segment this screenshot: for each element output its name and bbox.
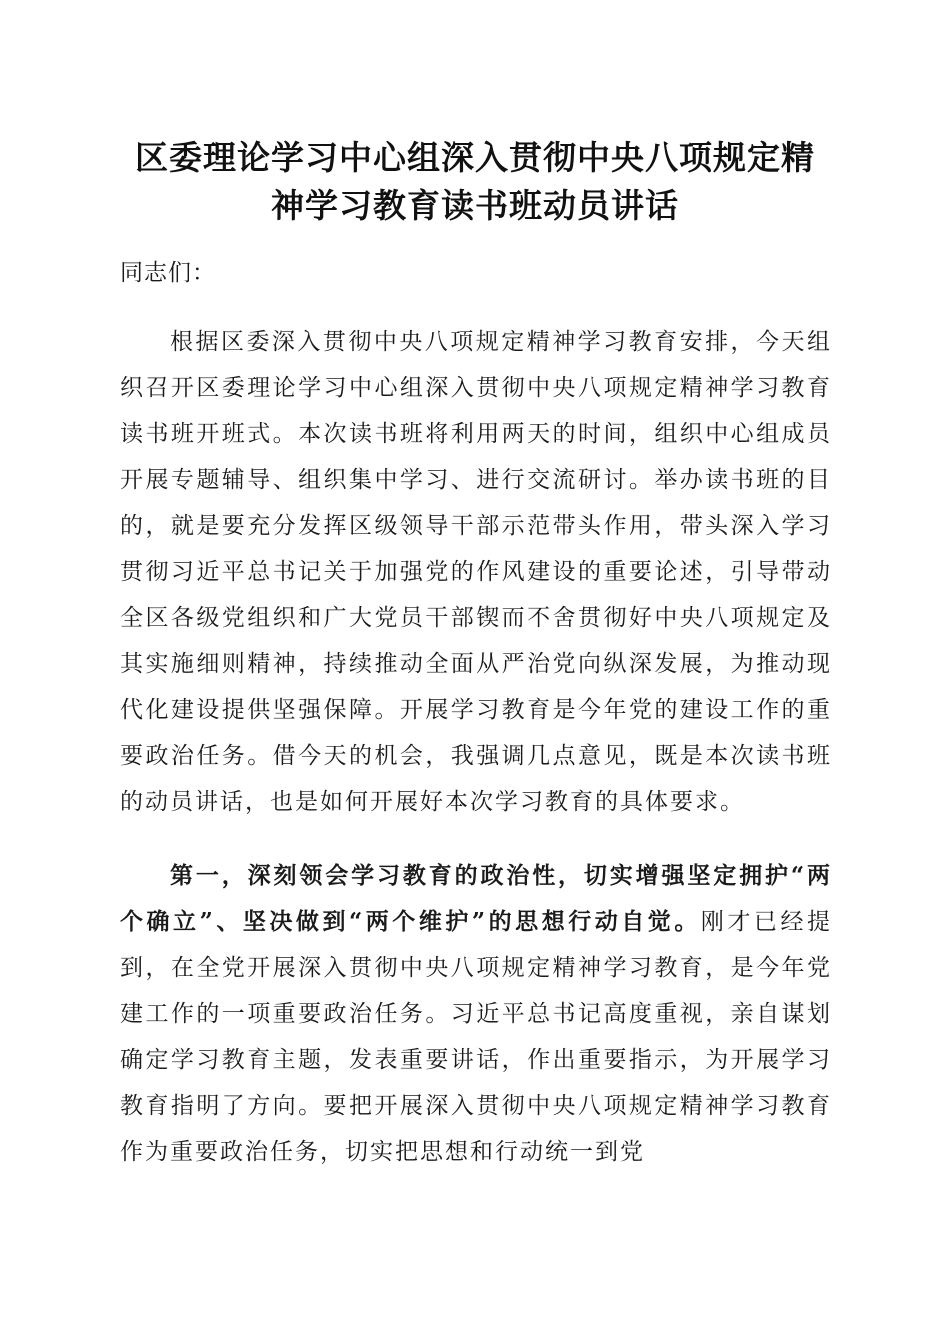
paragraph-first-point-heading: 第一，深刻领会学习教育的政治性，切实增强坚定拥护“两个确立”、坚决做到“两个维护”的思想行动自觉。 <box>120 862 832 935</box>
paragraph-first-point <box>120 853 832 1175</box>
document-title-line-1: 区委理论学习中心组深入贯彻中央八项规定精 <box>135 138 815 177</box>
paragraph-intro: 根据区委深入贯彻中央八项规定精神学习教育安排，今天组织召开区委理论学习中心组深入贯彻中央八项规定精神学习教育读书班开班式。本次读书班将利用两天的时间，组织中心组成员开展专题辅导、组织集中学习、进行交流研讨。举办读书班的目的，就是要充分发挥区级领导干部示范带头作用，带头深入学习贯彻习近平总书记关于加强党的作风建设的重要论述，引导带动全区各级党组织和广大党员干部锲而不舍贯彻好中央八项规定及其实施细则精神，持续推动全面从严治党向纵深发展，为推动现代化建设提供坚强保障。开展学习教育是今年党的建设工作的重要政治任务。借今天的机会，我强调几点意见，既是本次读书班的动员讲话，也是如何开展好本次学习教育的具体要求。 <box>120 329 832 815</box>
salutation: 同志们： <box>120 260 216 286</box>
paragraph-first-point-body: 刚才已经提到，在全党开展深入贯彻中央八项规定精神学习教育，是今年党建工作的一项重要政治任务。习近平总书记高度重视，亲自谋划确定学习教育主题，发表重要讲话，作出重要指示，为开展学习教育指明了方向。要把开展深入贯彻中央八项规定精神学习教育作为重要政治任务，切实把思想和行动统一到党 <box>120 909 832 1165</box>
document-title-line-2: 神学习教育读书班动员讲话 <box>271 186 679 225</box>
